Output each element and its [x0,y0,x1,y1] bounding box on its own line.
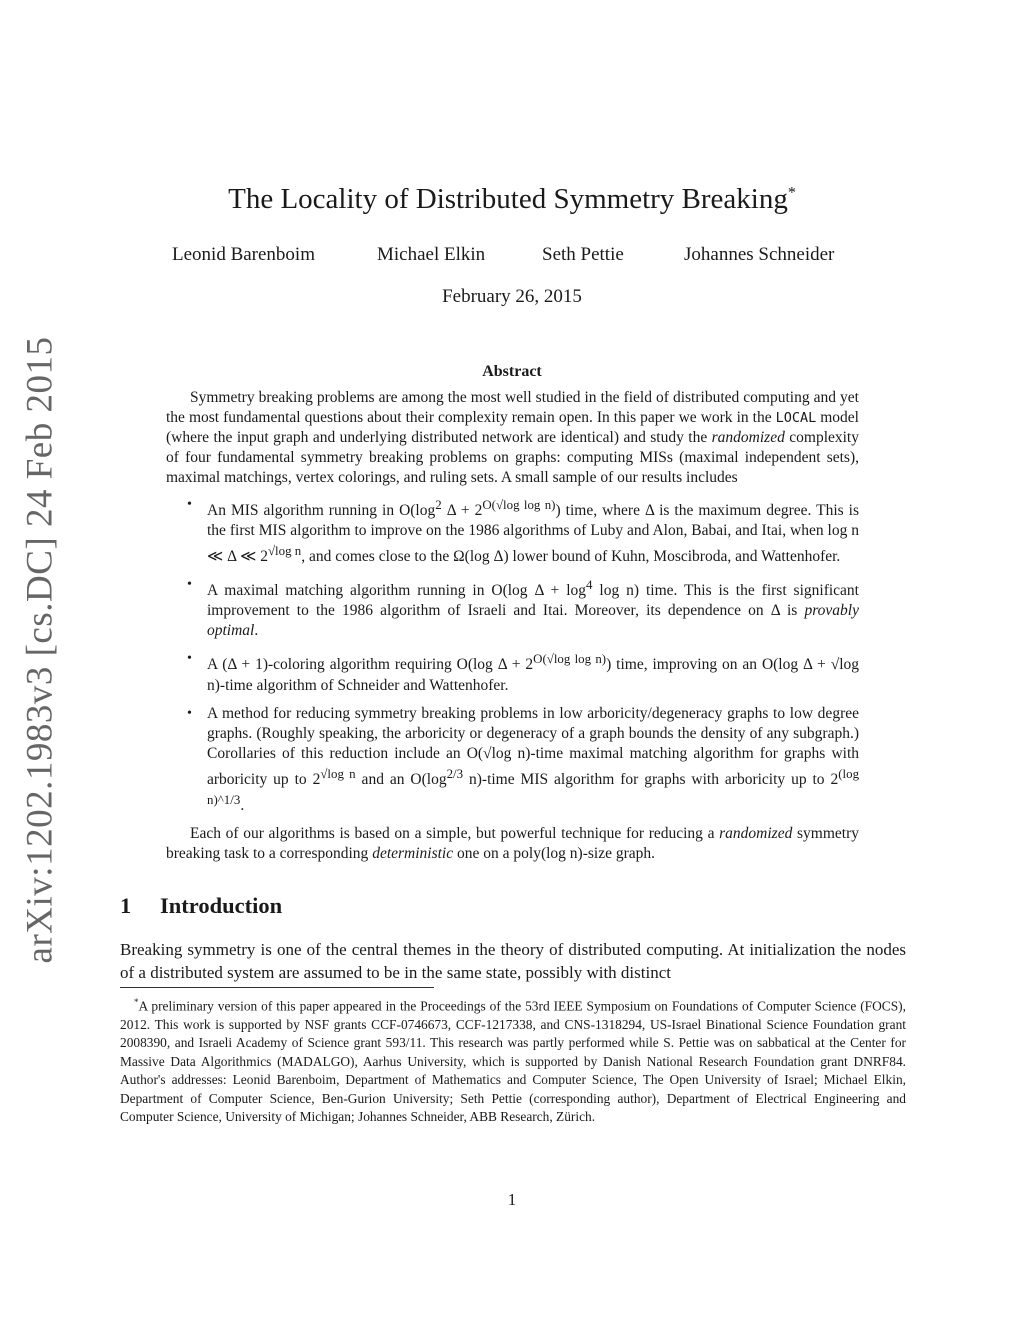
paper-date: February 26, 2015 [442,286,582,307]
section-heading-introduction [120,893,282,919]
author-4: Johannes Schneider [684,244,835,265]
author-3: Seth Pettie [542,244,624,265]
section-number: 1 [120,893,132,918]
randomized-term: randomized [711,429,785,446]
result-item-arboricity: • A method for reducing symmetry breaking problems in low arboricity/degeneracy graphs to low degree graphs. (Roughly speaking, the arboricity or degeneracy of a graph bounds the density of any subgraph.) Corollaries of this reduction include an O(√log n)-time maximal matching algorithm for graphs with arboricity up to $2^{√log n}$ and an $O(\log^{2/3}$ n)-time MIS algorithm for graphs with arboricity up to $2^{(log n)\^{}1/3}$. [187,704,860,814]
introduction-text: Breaking symmetry is one of the central themes in the theory of distributed computing. At initialization the nodes of a distributed system are assumed to be in the same state, possibly with distinct [120,940,906,982]
bullet-icon: • [187,651,192,667]
result-item-mis: • An MIS algorithm running in $O(\log^2$ $\Delta + 2^{O(√log log n)}$) time, where Δ is the maximum degree. This is the first MIS algorithm to improve on the 1986 algorithms of Luby and Alon, Babai, and Itai, when log n ≪ Δ ≪ $2^{√log n}$, and comes close to the Ω(log Δ) lower bound of Kuhn, Moscibroda, and Wattenhofer. [187,497,860,566]
results-list [166,495,859,816]
bullet-icon: • [187,705,192,721]
local-model-term: LOCAL [775,410,817,426]
author-1: Leonid Barenboim [172,244,315,265]
paper-title-text: The Locality of Distributed Symmetry Breaking [228,183,788,215]
arxiv-stamp-text: arXiv:1202.1983v3 [cs.DC] 24 Feb 2015 [19,336,61,964]
result-item-coloring: • A (Δ + 1)-coloring algorithm requiring O(log $\Delta + 2^{O(√log log n)}$) time, improving on an O(log Δ + √log n)-time algorithm of Schneider and Wattenhofer. [187,651,860,694]
abstract-heading: Abstract [482,363,542,380]
author-2: Michael Elkin [377,244,486,265]
footnote [120,993,906,1127]
footnote-text: A preliminary version of this paper appeared in the Proceedings of the 53rd IEEE Symposium on Foundations of Computer Science (FOCS), 2012. This work is supported by NSF grants CCF-0746673, CCF-1217338, and CNS-1318294, US-Israel Binational Science Foundation grant 2008390, and Israeli Academy of Science grant 593/11. This research was partly performed while S. Pettie was on sabbatical at the Center for Massive Data Algorithmics (MADALGO), Aarhus University, which is supported by Danish National Research Foundation grant DNRF84. Author's addresses: Leonid Barenboim, Department of Mathematics and Computer Science, The Open University of Israel; Michael Elkin, Department of Computer Science, Ben-Gurion University; Seth Pettie (corresponding author), Department of Electrical Engineering and Computer Science, University of Michigan; Johannes Schneider, ABB Research, Zürich. [120,998,906,1125]
section-title: Introduction [160,893,283,918]
title-footnote-mark: * [787,184,796,202]
footnote-mark: * [134,997,139,1007]
paper-title [0,183,1024,216]
abstract-closing: Each of our algorithms is based on a simple, but powerful technique for reducing a randomized symmetry breaking task to a corresponding deterministic one on a poly(log n)-size graph. [166,824,859,862]
abstract-body [166,388,859,864]
abstract-intro: Symmetry breaking problems are among the most well studied in the field of distributed computing and yet the most fundamental questions about their complexity remain open. In this paper we work in the LOCAL model (where the input graph and underlying distributed network are identical) and study the randomized complexity of four fundamental symmetry breaking problems on graphs: computing MISs (maximal independent sets), maximal matchings, vertex colorings, and ruling sets. A small sample of our results includes [166,389,859,486]
footnote-divider [120,987,434,988]
result-item-matching: • A maximal matching algorithm running in O(log $\Delta + \log^4 \log n$) time. This is the first significant improvement to the 1986 algorithm of Israeli and Itai. Moreover, its dependence on Δ is provably optimal. [187,577,859,640]
page-number: 1 [507,1190,517,1209]
bullet-icon: • [187,577,192,593]
arxiv-stamp [12,336,68,964]
bullet-icon: • [187,497,192,512]
